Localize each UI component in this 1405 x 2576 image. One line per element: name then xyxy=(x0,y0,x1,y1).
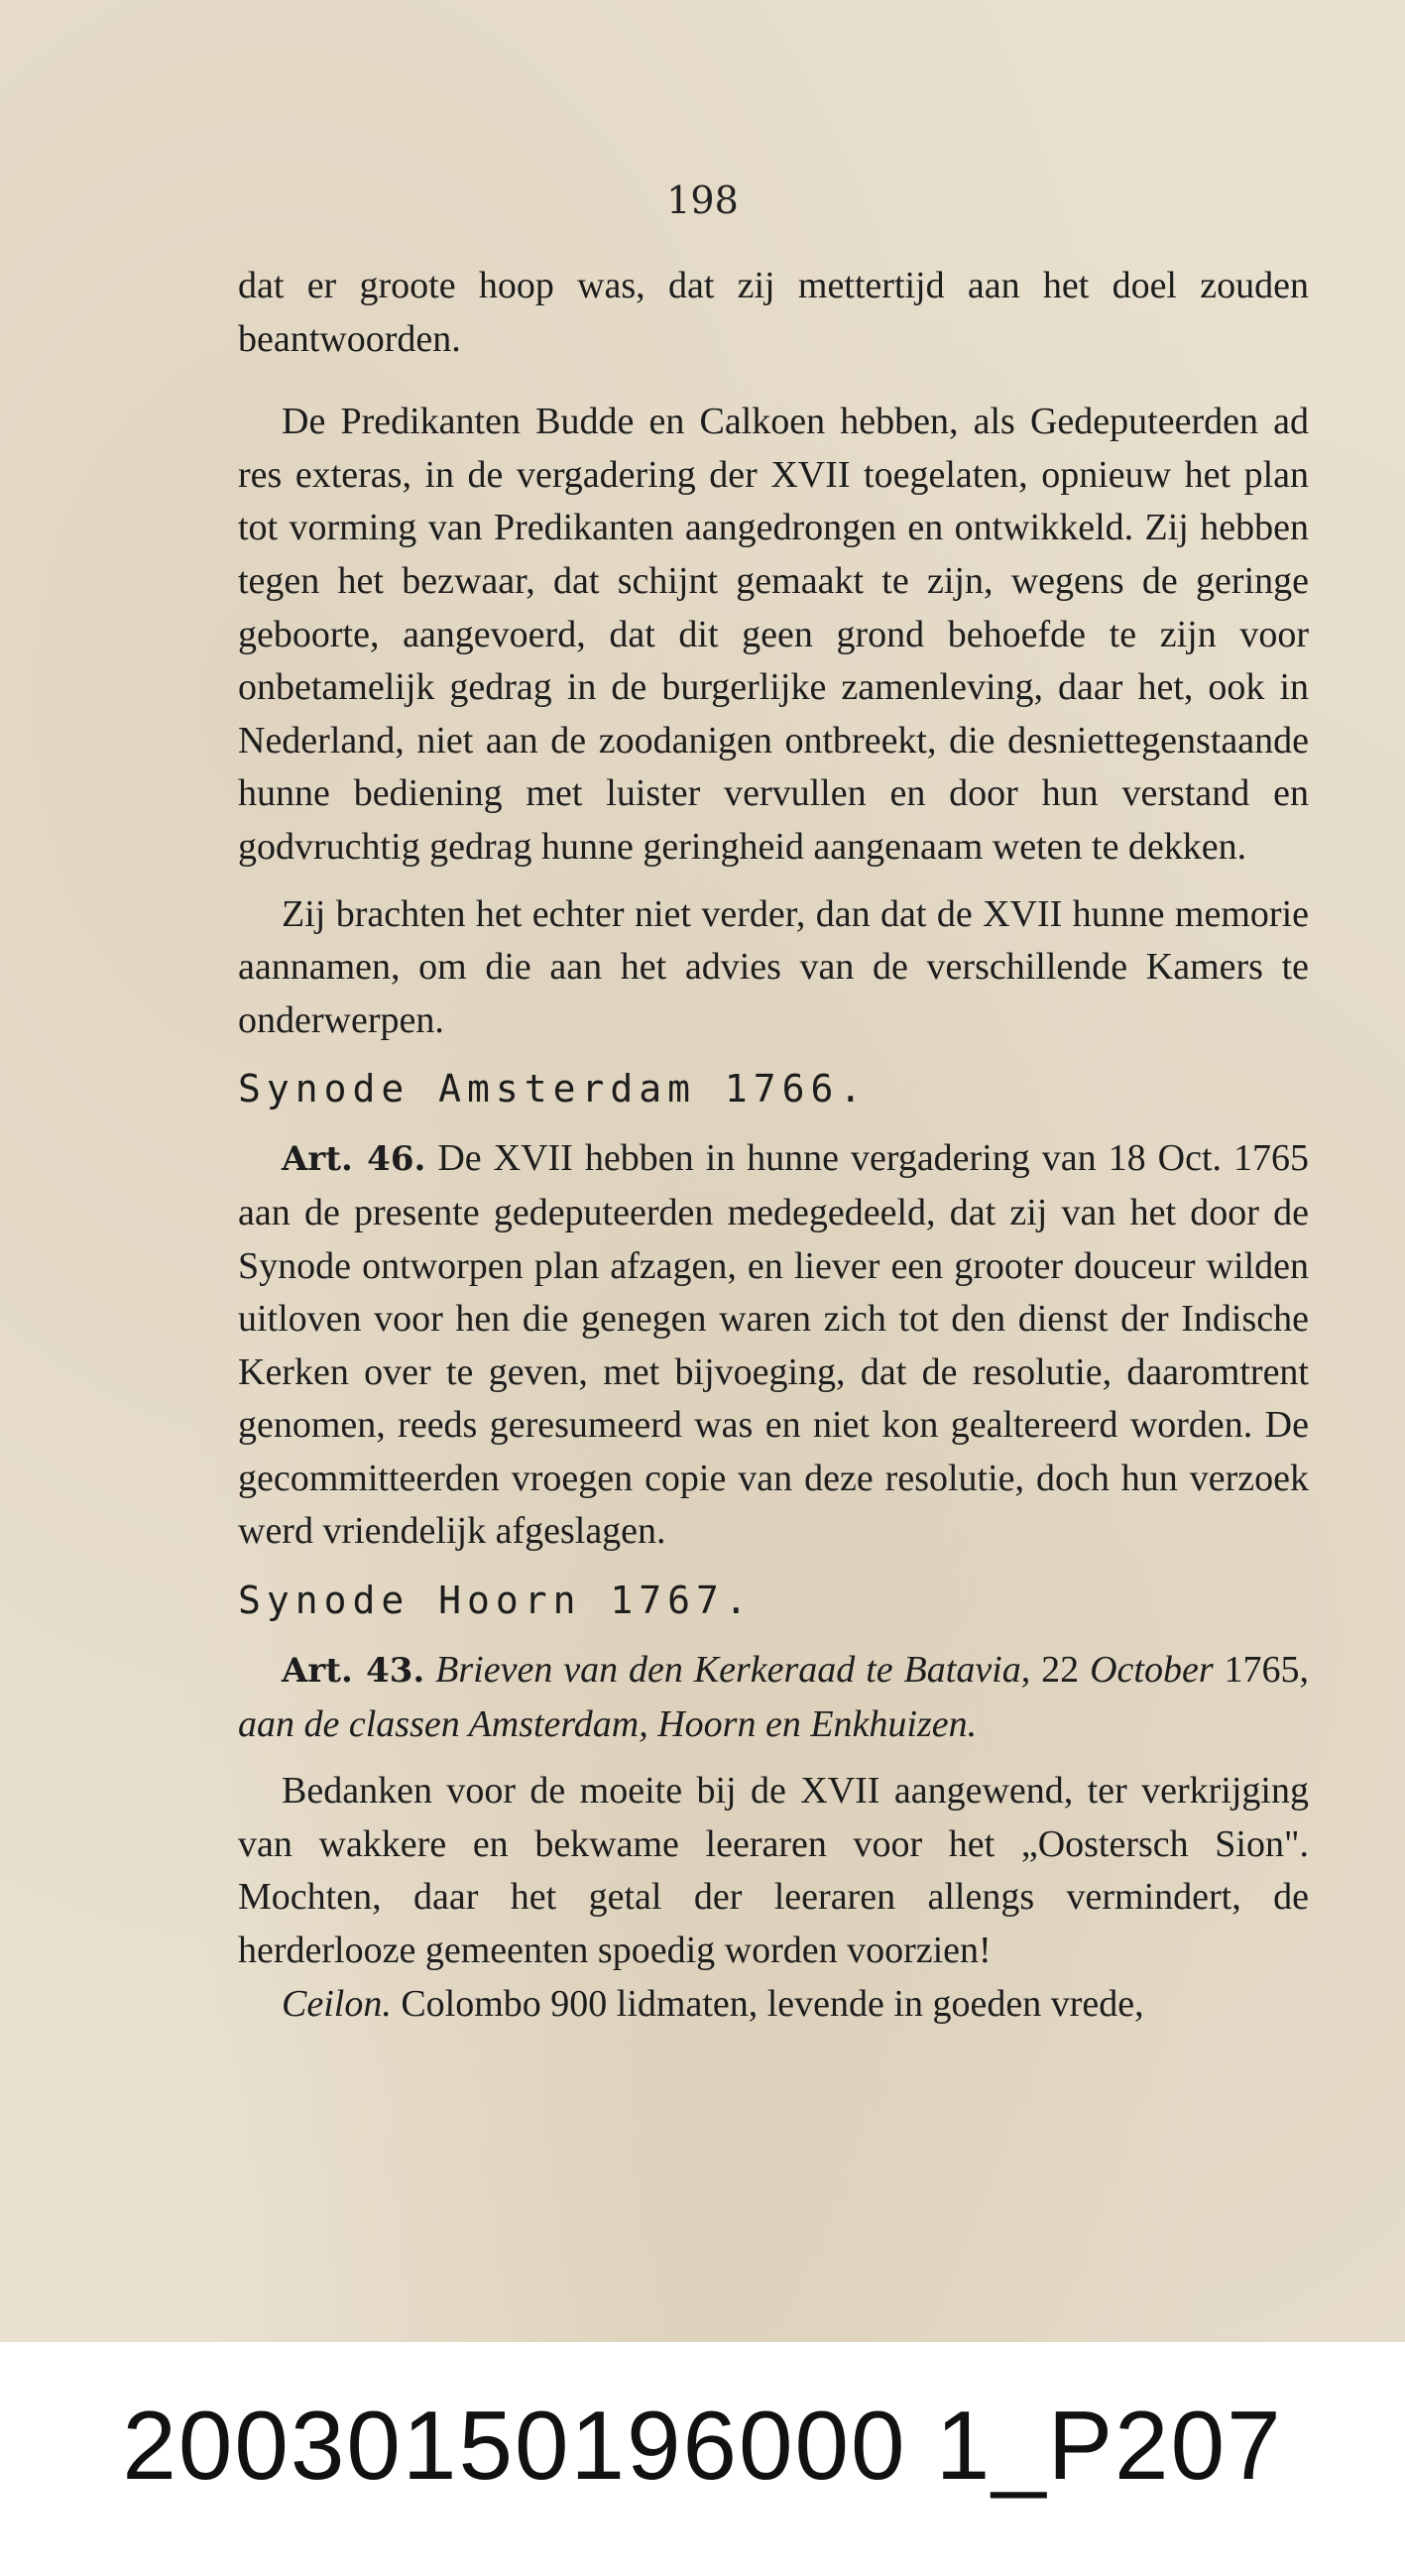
heading-synode-hoorn: Synode Hoorn 1767. xyxy=(238,1579,754,1623)
paragraph-text: Colombo 900 lidmaten, levende in goeden vrede, xyxy=(401,1982,1144,2025)
paragraph-intro: dat er groote hoop was, dat zij mettertijd aan het doel zouden beantwoorden. xyxy=(238,265,1309,360)
paragraph-ceilon xyxy=(238,1978,1309,2032)
paragraph-predikanten: De Predikanten Budde en Calkoen hebben, als Gedeputeerden ad res exteras, in de vergadering der XVII toegelaten, opnieuw het plan tot vorming van Predikanten aangedrongen en ontwikkeld. Zij hebben tegen het bezwaar, dat schijnt gemaakt te zijn, wegens de geringe geboorte, aangevoerd, dat dit geen grond behoefde te zijn voor onbetamelijk gedrag in de burgerlijke zamenleving, daar het, ook in Nederland, niet aan de zoodanigen ontbreekt, die desniettegenstaande hunne bediening met luister vervullen en door hun verstand en godvruchtig gedrag hunne geringheid aangenaam weten te dekken. xyxy=(238,401,1309,868)
article-title: Brieven van den Kerkeraad te Batavia, xyxy=(435,1649,1031,1692)
paragraph-art-43 xyxy=(238,1644,1309,1751)
paragraph-bedanken: Bedanken voor de moeite bij de XVII aangewend, ter verkrijging van wakkere en bekwame leeraren voor het „Oostersch Sion". Mochten, daar het getal der leeraren allengs vermindert, de herderlooze gemeenten spoedig worden voorzien! xyxy=(238,1770,1309,1972)
article-text: De XVII hebben in hunne vergadering van 18 Oct. 1765 aan de presente gedeputeerden medegedeeld, dat zij van het door de Synode ontworpen plan afzagen, en liever een grooter douceur wilden uitloven voor hen die genegen waren zich tot den dienst der Indische Kerken over te geven, met bijvoeging, dat de resolutie, daaromtrent genomen, reeds geresumeerd was en niet kon gealtereerd worden. De gecommitteerden vroegen copie van deze resolutie, doch hun verzoek werd vriendelijk afgeslagen. xyxy=(238,1137,1309,1553)
article-label: Art. 43. xyxy=(282,1651,425,1692)
paragraph-art-46 xyxy=(238,1132,1309,1559)
article-title: October xyxy=(1090,1649,1214,1692)
body-text xyxy=(238,260,1309,2031)
article-title: aan de classen Amsterdam, Hoorn en Enkhuizen. xyxy=(238,1702,978,1745)
paragraph-memorie: Zij brachten het echter niet verder, dan dat de XVII hunne memorie aannamen, om die aan het advies van de verschillende Kamers te onderwerpen. xyxy=(238,892,1309,1041)
place-label: Ceilon. xyxy=(282,1982,392,2025)
article-label: Art. 46. xyxy=(282,1139,426,1180)
article-date: 1765, xyxy=(1224,1649,1310,1692)
article-date: 22 xyxy=(1041,1649,1080,1692)
scan-identifier: 20030150196000 1_P207 xyxy=(122,2391,1283,2500)
heading-synode-amsterdam: Synode Amsterdam 1766. xyxy=(238,1067,869,1112)
page-number: 198 xyxy=(666,178,739,222)
